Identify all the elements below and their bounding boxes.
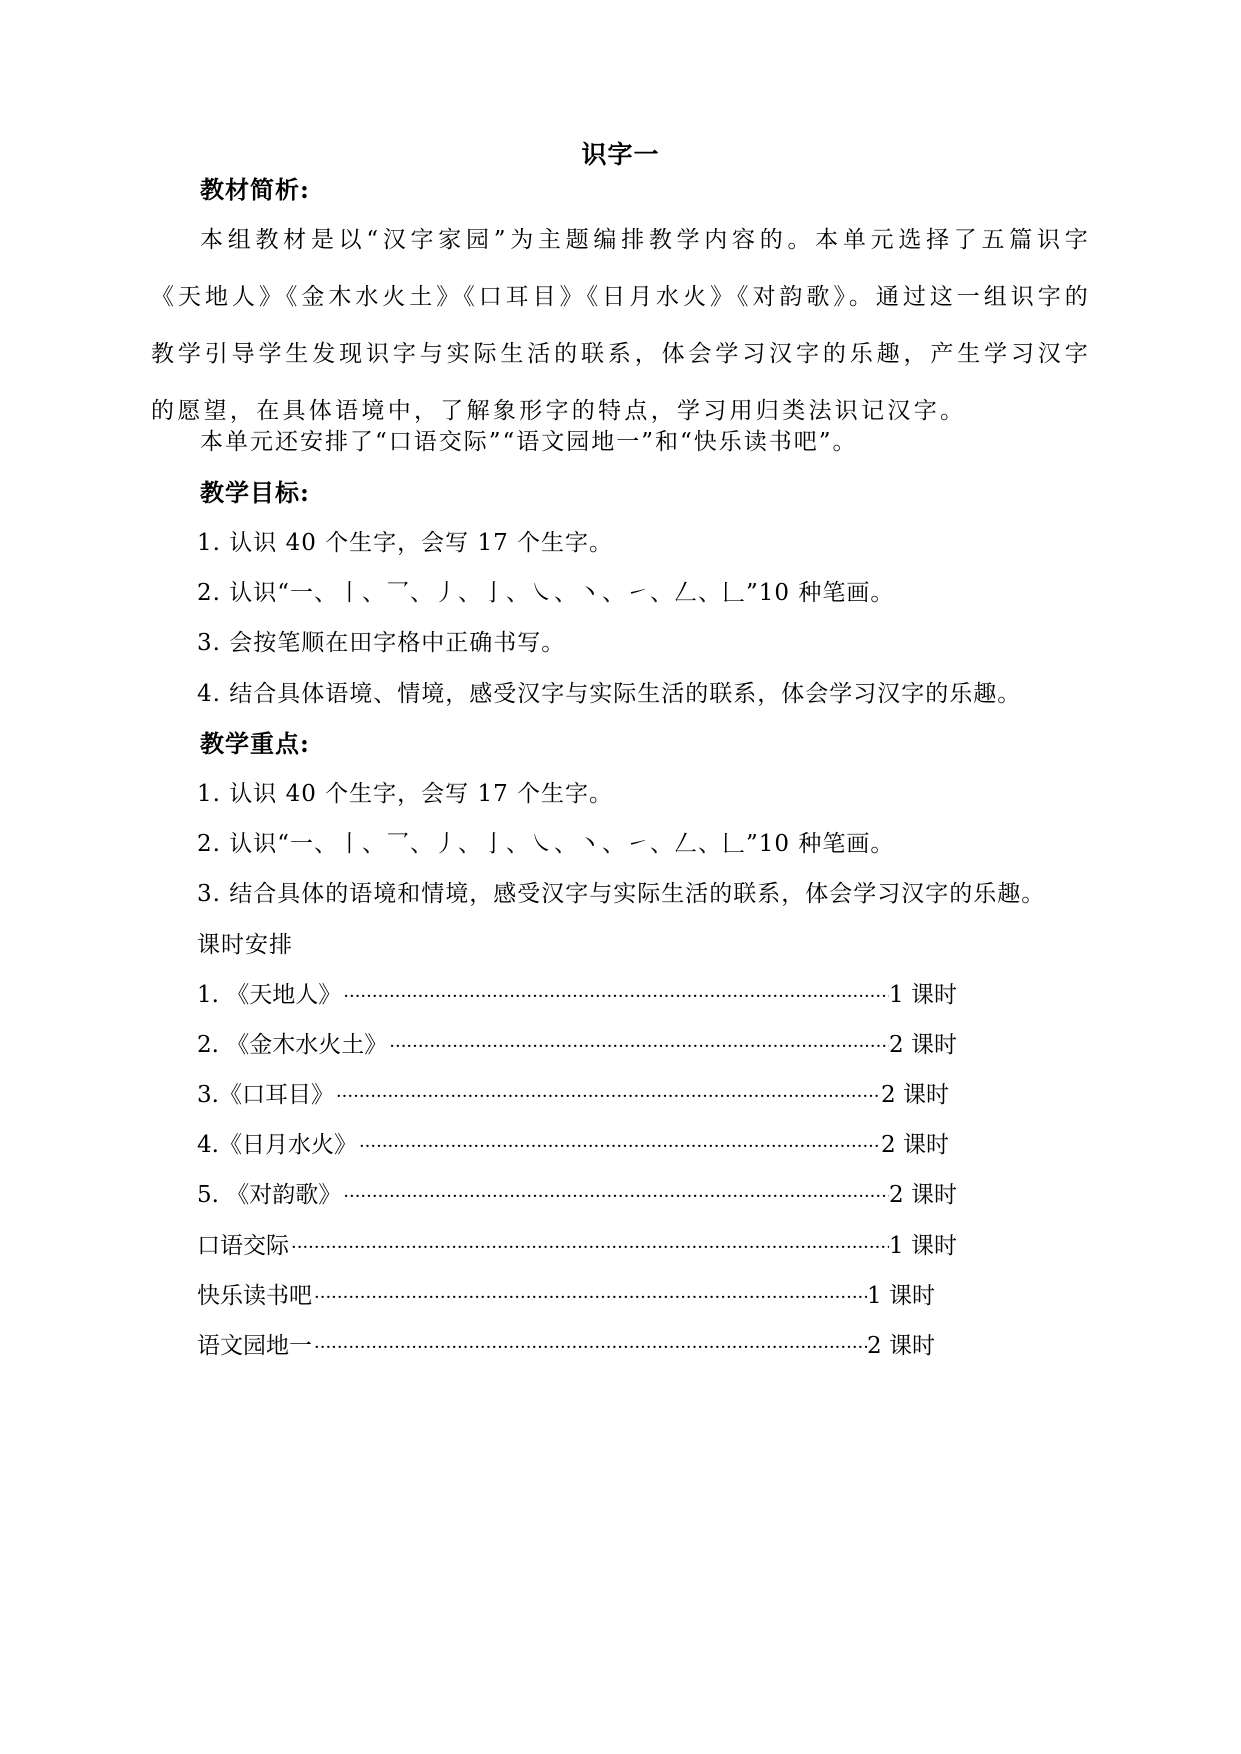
schedule-lesson-time: 1 课时 bbox=[889, 982, 957, 1008]
goals-item-1: 1. 认识 40 个生字，会写 17 个生字。 bbox=[197, 530, 614, 556]
schedule-heading: 课时安排 bbox=[197, 932, 293, 958]
schedule-lesson-name: 3.《口耳目》 bbox=[197, 1082, 334, 1108]
leader-dots bbox=[312, 1331, 867, 1365]
leader-dots bbox=[312, 1281, 867, 1315]
materials-paragraph: 本组教材是以“汉字家园”为主题编排教学内容的。本单元选择了五篇识字《天地人》《金木水火土》《口耳目》《日月水火》《对韵歌》。通过这一组识字的教学引导学生发现识字与实际生活的联系，体会学习汉字的乐趣，产生学习汉字的愿望，在具体语境中，了解象形字的特点，学习用归类法识记汉字。 bbox=[151, 227, 1091, 424]
schedule-row bbox=[197, 1279, 935, 1313]
leader-dots bbox=[334, 1080, 881, 1114]
document-title: 识字一 bbox=[581, 140, 660, 169]
schedule-row bbox=[197, 1078, 949, 1112]
schedule-row bbox=[197, 1329, 935, 1363]
schedule-lesson-time: 2 课时 bbox=[881, 1082, 949, 1108]
keypoints-item-3: 3. 结合具体的语境和情境，感受汉字与实际生活的联系，体会学习汉字的乐趣。 bbox=[197, 881, 1046, 907]
goals-item-4: 4. 结合具体语境、情境，感受汉字与实际生活的联系，体会学习汉字的乐趣。 bbox=[197, 681, 1022, 707]
schedule-lesson-name: 口语交际 bbox=[197, 1233, 289, 1259]
schedule-lesson-name: 2. 《金木水火土》 bbox=[197, 1032, 388, 1058]
materials-heading: 教材简析: bbox=[200, 175, 310, 204]
schedule-lesson-time: 2 课时 bbox=[881, 1132, 949, 1158]
leader-dots bbox=[387, 1030, 889, 1064]
schedule-row bbox=[197, 978, 957, 1012]
schedule-lesson-name: 5. 《对韵歌》 bbox=[197, 1182, 342, 1208]
schedule-lesson-time: 1 课时 bbox=[867, 1283, 935, 1309]
schedule-lesson-name: 语文园地一 bbox=[197, 1333, 312, 1359]
goals-heading: 教学目标: bbox=[200, 478, 310, 507]
keypoints-item-1: 1. 认识 40 个生字，会写 17 个生字。 bbox=[197, 781, 614, 807]
schedule-row bbox=[197, 1128, 949, 1162]
schedule-lesson-name: 快乐读书吧 bbox=[197, 1283, 312, 1309]
schedule-lesson-time: 2 课时 bbox=[889, 1182, 957, 1208]
goals-item-2: 2. 认识“一、丨、乛、丿、亅、㇏、丶、㇀、𠃋、𠃊”10 种笔画。 bbox=[197, 580, 895, 606]
materials-paragraph-2: 本单元还安排了“口语交际”“语文园地一”和“快乐读书吧”。 bbox=[200, 429, 858, 455]
keypoints-item-2: 2. 认识“一、丨、乛、丿、亅、㇏、丶、㇀、𠃋、𠃊”10 种笔画。 bbox=[197, 831, 895, 857]
leader-dots bbox=[341, 1180, 889, 1214]
schedule-row bbox=[197, 1229, 957, 1263]
schedule-lesson-time: 1 课时 bbox=[889, 1233, 957, 1259]
schedule-lesson-time: 2 课时 bbox=[889, 1032, 957, 1058]
schedule-row bbox=[197, 1028, 957, 1062]
keypoints-heading: 教学重点: bbox=[200, 729, 310, 758]
schedule-row bbox=[197, 1178, 957, 1212]
leader-dots bbox=[341, 980, 889, 1014]
leader-dots bbox=[357, 1130, 881, 1164]
schedule-lesson-name: 4.《日月水火》 bbox=[197, 1132, 357, 1158]
leader-dots bbox=[289, 1231, 889, 1265]
goals-item-3: 3. 会按笔顺在田字格中正确书写。 bbox=[197, 630, 566, 656]
schedule-lesson-name: 1. 《天地人》 bbox=[197, 982, 342, 1008]
schedule-lesson-time: 2 课时 bbox=[867, 1333, 935, 1359]
